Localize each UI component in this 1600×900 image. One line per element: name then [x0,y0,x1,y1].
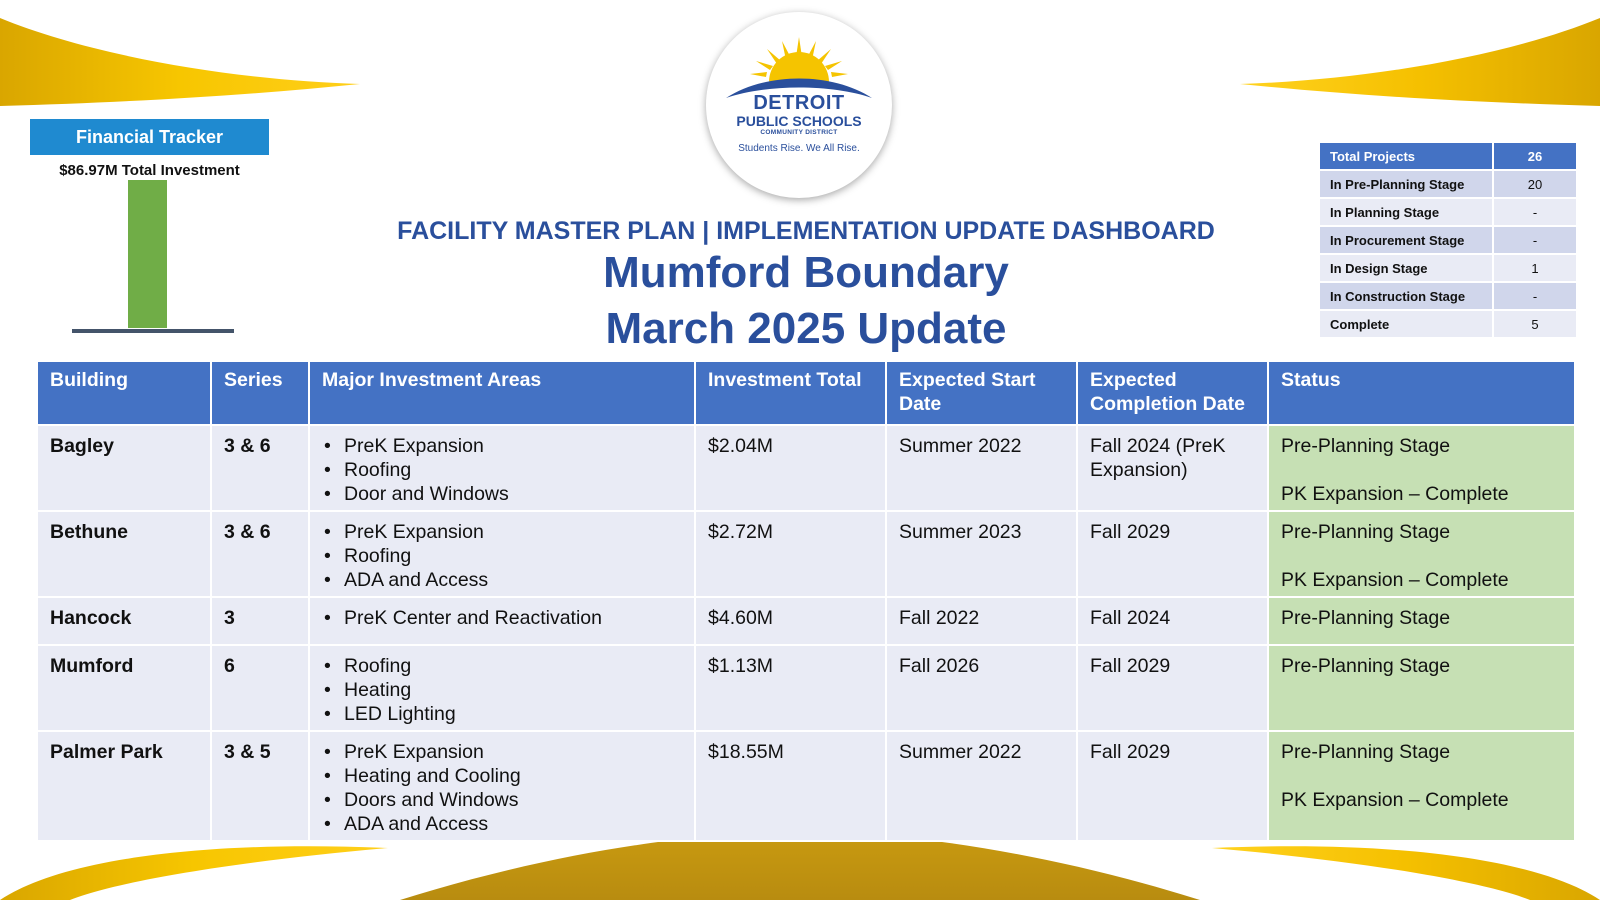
column-header-completion-date: Expected Completion Date [1077,361,1268,425]
investment-area-item: • Heating and Cooling [322,764,682,788]
investment-area-item: • Doors and Windows [322,788,682,812]
investment-area-item: • Roofing [322,544,682,568]
status-line: PK Expansion – Complete [1281,483,1509,505]
cell-start-date: Summer 2022 [886,731,1077,841]
cell-investment-total: $2.72M [695,511,886,597]
investment-area-item: • PreK Expansion [322,434,682,458]
financial-tracker-title: Financial Tracker [30,119,269,155]
column-header-status: Status [1268,361,1575,425]
cell-investment-total: $18.55M [695,731,886,841]
cell-investment-total: $2.04M [695,425,886,511]
table-row [37,597,1575,645]
summary-label: Complete [1320,311,1494,337]
page-title-date: March 2025 Update [605,304,1007,353]
investment-area-item: • Door and Windows [322,482,682,506]
cell-series: 3 [211,597,309,645]
cell-building: Bagley [37,425,211,511]
column-header-start-date: Expected Start Date [886,361,1077,425]
summary-value: 20 [1494,171,1576,197]
dashboard-subtitle: FACILITY MASTER PLAN | IMPLEMENTATION UPDATE DASHBOARD [397,217,1215,245]
investment-area-item: • PreK Expansion [322,740,682,764]
building-projects-table [36,360,1576,842]
table-row [37,511,1575,597]
column-header-investment-areas: Major Investment Areas [309,361,695,425]
investment-area-item: • ADA and Access [322,568,682,592]
table-header-row [37,361,1575,425]
investment-area-item: • PreK Expansion [322,520,682,544]
cell-completion-date: Fall 2024 (PreK Expansion) [1077,425,1268,511]
status-line: PK Expansion – Complete [1281,789,1509,811]
summary-row [1320,227,1576,253]
cell-building: Mumford [37,645,211,731]
cell-status [1268,597,1575,645]
cell-status [1268,645,1575,731]
cell-investment-areas [309,645,695,731]
cell-series: 6 [211,645,309,731]
summary-label: In Planning Stage [1320,199,1494,225]
status-line: Pre-Planning Stage [1281,655,1451,677]
investment-area-item: • Heating [322,678,682,702]
cell-completion-date: Fall 2024 [1077,597,1268,645]
summary-label: In Procurement Stage [1320,227,1494,253]
table-row [37,731,1575,841]
summary-row [1320,171,1576,197]
status-line: PK Expansion – Complete [1281,569,1509,591]
investment-area-item: • PreK Center and Reactivation [322,606,682,630]
summary-row [1320,311,1576,337]
summary-value: 5 [1494,311,1576,337]
cell-completion-date: Fall 2029 [1077,731,1268,841]
logo-line-detroit: DETROIT [753,92,845,114]
logo-line-public-schools: PUBLIC SCHOOLS [736,113,862,129]
cell-building: Hancock [37,597,211,645]
summary-value: - [1494,199,1576,225]
cell-status [1268,731,1575,841]
project-summary-table [1320,141,1576,339]
investment-area-item: • ADA and Access [322,812,682,836]
cell-start-date: Summer 2022 [886,425,1077,511]
summary-value: 26 [1494,143,1576,169]
investment-area-item: • Roofing [322,654,682,678]
financial-tracker-bar [128,180,167,328]
summary-value: - [1494,227,1576,253]
logo-line-community-district: COMMUNITY DISTRICT [760,129,838,136]
cell-series: 3 & 6 [211,425,309,511]
status-line: Pre-Planning Stage [1281,521,1451,543]
status-line: Pre-Planning Stage [1281,607,1451,629]
cell-start-date: Summer 2023 [886,511,1077,597]
cell-status [1268,425,1575,511]
cell-investment-areas [309,511,695,597]
cell-building: Palmer Park [37,731,211,841]
summary-row [1320,199,1576,225]
cell-investment-areas [309,731,695,841]
table-row [37,645,1575,731]
column-header-investment-total: Investment Total [695,361,886,425]
cell-status [1268,511,1575,597]
status-line: Pre-Planning Stage [1281,435,1451,457]
logo-tagline: Students Rise. We All Rise. [738,143,860,154]
cell-building: Bethune [37,511,211,597]
summary-row [1320,143,1576,169]
summary-value: 1 [1494,255,1576,281]
cell-investment-areas [309,425,695,511]
cell-completion-date: Fall 2029 [1077,511,1268,597]
summary-label: Total Projects [1320,143,1494,169]
cell-series: 3 & 6 [211,511,309,597]
column-header-series: Series [211,361,309,425]
column-header-building: Building [37,361,211,425]
cell-investment-total: $4.60M [695,597,886,645]
investment-area-item: • Roofing [322,458,682,482]
cell-completion-date: Fall 2029 [1077,645,1268,731]
investment-area-item: • LED Lighting [322,702,682,726]
summary-label: In Design Stage [1320,255,1494,281]
page-title: Mumford Boundary [603,248,1009,297]
financial-tracker-chart [30,176,269,336]
summary-row [1320,255,1576,281]
summary-label: In Construction Stage [1320,283,1494,309]
status-line: Pre-Planning Stage [1281,741,1451,763]
table-row [37,425,1575,511]
cell-start-date: Fall 2022 [886,597,1077,645]
cell-series: 3 & 5 [211,731,309,841]
district-logo [706,12,892,198]
summary-value: - [1494,283,1576,309]
cell-investment-areas [309,597,695,645]
cell-start-date: Fall 2026 [886,645,1077,731]
summary-row [1320,283,1576,309]
cell-investment-total: $1.13M [695,645,886,731]
financial-tracker-total: $86.97M Total Investment [59,162,240,179]
summary-label: In Pre-Planning Stage [1320,171,1494,197]
